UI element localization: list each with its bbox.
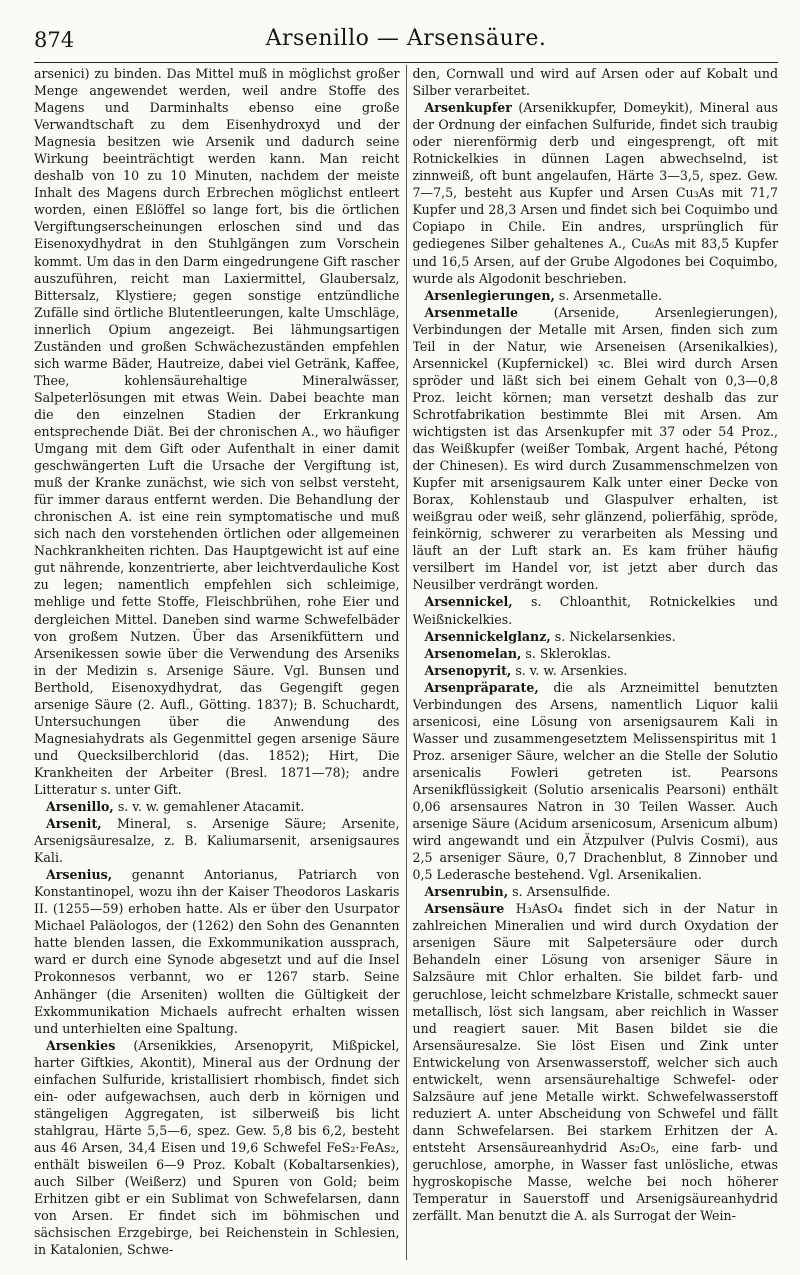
dictionary-entry <box>34 798 400 815</box>
entry-text: den, Cornwall und wird auf Arsen oder auf Kobalt und Silber verarbeitet. <box>412 66 778 99</box>
entry-headword: Arsenlegierungen, <box>424 287 555 303</box>
entry-headword: Arsennickel, <box>424 594 513 610</box>
page-number: 874 <box>34 28 75 52</box>
entry-text: s. v. w. Arsenkies. <box>511 662 628 678</box>
entry-text: genannt Antorianus, Patriarch von Konstantinopel, wozu ihn der Kaiser Theodoros Laskaris II. (1255—59) erhoben hatte. Als er über den Usurpator Michael Paläologos, der (1262) den Sohn des Genannten hatte blenden lassen, die Exkommunikation aussprach, ward er durch eine Synode abgesetzt und auf die Insel Prokonnesos verbannt, wo er 1267 starb. Seine Anhänger (die Arseniten) wollten die Gültigkeit der Exkommunikation Michaels aufrecht erhalten wissen und unterhielten eine Spaltung. <box>34 867 400 1036</box>
entry-headword: Arsenpräparate, <box>424 679 539 695</box>
entry-headword: Arsenius, <box>46 867 113 883</box>
dictionary-entry <box>413 628 779 645</box>
entry-text: s. Nickelarsenkies. <box>550 628 676 644</box>
dictionary-entry <box>413 304 779 594</box>
dictionary-entry <box>34 1037 400 1259</box>
dictionary-entry <box>34 815 400 866</box>
running-title: Arsenillo — Arsensäure. <box>265 26 547 51</box>
text-columns <box>34 65 778 1260</box>
entry-headword: Arsenkies <box>46 1037 116 1053</box>
left-column <box>34 65 400 1260</box>
entry-headword: Arsenit, <box>46 816 102 832</box>
entry-headword: Arsenomelan, <box>424 645 522 661</box>
entry-text: (Arsenikkies, Arsenopyrit, Mißpickel, harter Giftkies, Akontit), Mineral aus der Ordnung der einfachen Sulfuride, kristallisiert rhombisch, findet sich ein- oder aufgewachsen, auch derb in körnigen und stängeligen Aggregaten, ist silberweiß bis licht stahlgrau, Härte 5,5—6, spez. Gew. 5,8 bis 6,2, besteht aus 46 Arsen, 34,4 Eisen und 19,6 Schwefel FeS₂·FeAs₂, enthält bisweilen 6—9 Proz. Kobalt (Kobaltarsenkies), auch Silber (Weißerz) und Spuren von Gold; beim Erhitzen gibt er ein Sublimat von Schwefelarsen, dann von Arsen. Er findet sich im böhmischen und sächsischen Erzgebirge, bei Reichenstein in Schlesien, in Katalonien, Schwe- <box>34 1037 400 1258</box>
entry-headword: Arsennickelglanz, <box>424 628 551 644</box>
entry-text: s. Skleroklas. <box>521 645 611 661</box>
entry-text: (Arsenide, Arsenlegierungen), Verbindungen der Metalle mit Arsen, finden sich zum Teil in der Natur, wie Arseneisen (Arsenikalkies), Arsennickel (Kupfernickel) ꝛc. Blei wird durch Arsen spröder und läßt sich bei einem Gehalt von 0,3—0,8 Proz. leicht körnen; man versetzt deshalb das zur Schrotfabrikation bestimmte Blei mit Arsen. Am wichtigsten ist das Arsenkupfer mit 37 oder 54 Proz., das Weißkupfer (weißer Tombak, Argent haché, Pétong der Chinesen). Es wird durch Zusammenschmelzen von Kupfer mit arsenigsaurem Kalk unter einer Decke von Borax, Kohlenstaub und Glaspulver erhalten, ist weißgrau oder weiß, sehr glänzend, polierfähig, spröde, feinkörnig, schwerer zu verarbeiten als Messing und läuft an der Luft stark an. Es kam früher häufig versilbert im Handel vor, ist jetzt aber durch das Neusilber verdrängt worden. <box>412 304 778 593</box>
dictionary-entry <box>34 866 400 1036</box>
dictionary-entry <box>413 645 779 662</box>
entry-text: (Arsenikkupfer, Domeykit), Mineral aus der Ordnung der einfachen Sulfuride, findet sich traubig oder nierenförmig derb und eingesprengt, oft mit Rotnickelkies in dünnen Lagen abwechselnd, ist zinnweiß, oft bunt angelaufen, Härte 3—3,5, spez. Gew. 7—7,5, besteht aus Kupfer und Arsen Cu₃As mit 71,7 Kupfer und 28,3 Arsen und findet sich bei Coquimbo und Copiapo in Chile. Ein andres, ursprünglich für gediegenes Silber gehaltenes A., Cu₆As mit 83,5 Kupfer und 16,5 Arsen, auf der Grube Algodones bei Coquimbo, wurde als Algodonit beschrieben. <box>412 100 778 286</box>
entry-text: s. Arsensulfide. <box>508 884 611 900</box>
header-rule <box>34 62 778 63</box>
entry-headword: Arsenillo, <box>46 799 114 815</box>
entry-headword: Arsensäure <box>424 901 505 917</box>
entry-text: s. Chloanthit, Rotnickelkies und Weißnickelkies. <box>412 594 778 627</box>
dictionary-entry <box>413 679 779 884</box>
entry-headword: Arsenkupfer <box>424 100 512 116</box>
continued-paragraph <box>413 65 779 99</box>
column-divider <box>406 65 407 1260</box>
dictionary-entry <box>413 593 779 627</box>
entry-headword: Arsenrubin, <box>424 884 509 900</box>
entry-text: s. Arsenmetalle. <box>554 287 662 303</box>
entry-text: die als Arzneimittel benutzten Verbindungen des Arsens, namentlich Liquor kalii arsenicosi, eine Lösung von arsenigsaurem Kali in Wasser und zusammengesetztem Melissenspiritus mit 1 Proz. arseniger Säure, welcher an die Stelle der Solutio arsenicalis Fowleri getreten ist. Pearsons Arsenikflüssigkeit (Solutio arsenicalis Pearsoni) enthält 0,06 arsensaures Natron in 30 Teilen Wasser. Auch arsenige Säure (Acidum arsenicosum, Arsenicum album) wird angewandt und ein Ätzpulver (Pulvis Cosmi), aus 2,5 arseniger Säure, 0,7 Drachenblut, 8 Zinnober und 0,5 Lederasche bestehend. Vgl. Arsenikalien. <box>412 679 778 883</box>
entry-text: arsenici) zu binden. Das Mittel muß in möglichst großer Menge angewendet werden, weil andre Stoffe des Magens und Darminhalts ebenso eine große Verwandtschaft zu dem Eisenhydroxyd und der Magnesia besitzen wie Arsenik und dadurch seine Wirkung beeinträchtigt werden kann. Man reicht deshalb von 10 zu 10 Minuten, nachdem der meiste Inhalt des Magens durch Erbrechen möglichst entleert worden, einen Eßlöffel so lange fort, bis die örtlichen Vergiftungserscheinungen erloschen sind und das Eisenoxydhydrat in den Stuhlgängen zum Vorschein kommt. Um das in den Darm eingedrungene Gift rascher auszuführen, reicht man Laxiermittel, Glaubersalz, Bittersalz, Klystiere; gegen sonstige entzündliche Zufälle sind örtliche Blutentleerungen, kalte Umschläge, innerlich Opium angezeigt. Bei lähmungsartigen Zuständen und großen Schwächezuständen empfehlen sich warme Bäder, Hautreize, dabei viel Getränk, Kaffee, Thee, kohlensäurehaltige Mineralwässer, Salpeterlösungen mit etwas Wein. Dabei beachte man die den einzelnen Stadien der Erkrankung entsprechende Diät. Bei der chronischen A., wo häufiger Umgang mit dem Gift oder Aufenthalt in einer damit geschwängerten Luft die Ursache der Vergiftung ist, muß der Kranke zunächst, wie sich von selbst versteht, für immer daraus entfernt werden. Die Behandlung der chronischen A. ist eine rein symptomatische und muß sich nach den vorstehenden örtlichen oder allgemeinen Nachkrankheiten richten. Das Hauptgewicht ist auf eine gut nährende, konzentrierte, aber leichtverdauliche Kost zu legen; namentlich empfehlen sich schleimige, mehlige und fette Stoffe, Fleischbrühen, rohe Eier und dergleichen Mittel. Daneben sind warme Schwefelbäder von großem Nutzen. Über das Arsenikfüttern und Arsenikessen sowie über die Verwendung des Arseniks in der Medizin s. Arsenige Säure. Vgl. Bunsen und Berthold, Eisenoxydhydrat, das Gegengift gegen arsenige Säure (2. Aufl., Götting. 1837); B. Schuchardt, Untersuchungen über die Anwendung des Magnesiahydrats als Gegenmittel gegen arsenige Säure und Quecksilberchlorid (das. 1852); Hirt, Die Krankheiten der Arbeiter (Bresl. 1871—78); andre Litteratur s. unter Gift. <box>34 66 400 797</box>
entry-headword: Arsenopyrit, <box>424 662 512 678</box>
dictionary-entry <box>413 99 779 287</box>
continued-paragraph <box>34 65 400 798</box>
entry-headword: Arsenmetalle <box>424 304 519 320</box>
dictionary-entry <box>413 900 779 1224</box>
dictionary-entry <box>413 287 779 304</box>
entry-text: s. v. w. gemahlener Atacamit. <box>113 799 305 815</box>
right-column <box>413 65 779 1260</box>
dictionary-entry <box>413 662 779 679</box>
entry-text: H₃AsO₄ findet sich in der Natur in zahlreichen Mineralien und wird durch Oxydation der arsenigen Säure mit Salpetersäure oder durch Behandeln einer Lösung von arseniger Säure in Salzsäure mit Chlor erhalten. Sie bildet farb- und geruchlose, leicht schmelzbare Kristalle, schmeckt sauer metallisch, löst sich langsam, aber reichlich in Wasser und reagiert sauer. Mit Basen bildet sie die Arsensäuresalze. Sie löst Eisen und Zink unter Entwickelung von Arsenwasserstoff, welcher sich auch entwickelt, wenn arsensäurehaltige Schwefel- oder Salzsäure auf jene Metalle wirkt. Schwefelwasserstoff reduziert A. unter Abscheidung von Schwefel und fällt dann Schwefelarsen. Bei starkem Erhitzen der A. entsteht Arsensäureanhydrid As₂O₅, eine farb- und geruchlose, amorphe, in Wasser fast unlösliche, etwas hygroskopische Masse, welche bei noch höherer Temperatur in Sauerstoff und Arsenigsäureanhydrid zerfällt. Man benutzt die A. als Surrogat der Wein- <box>412 901 778 1224</box>
dictionary-entry <box>413 883 779 900</box>
entry-text: Mineral, s. Arsenige Säure; Arsenite, Arsenigsäuresalze, z. B. Kaliumarsenit, arsenigsaures Kali. <box>34 816 400 866</box>
page-header <box>34 22 778 56</box>
